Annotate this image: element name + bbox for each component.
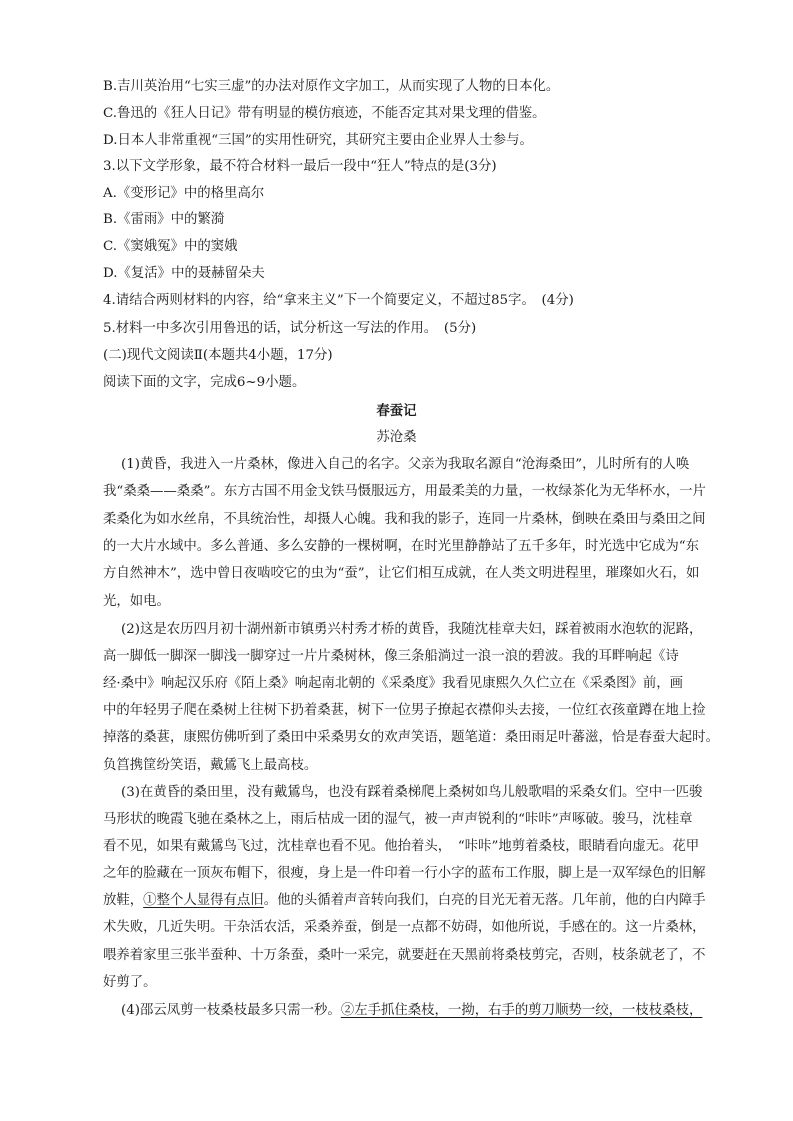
paragraph-line: (1)黄昏，我进入一片桑林，像进入自己的名字。父亲为我取名源自“沧海桑田”，儿时所有的人唤	[121, 457, 690, 472]
paragraph-line	[121, 1001, 721, 1021]
paragraph-line: 术失败，几近失明。干杂活农活，采桑养蚕，倒是一点都不妨碍，如他所说，手感在的。这一片桑林，	[103, 920, 706, 935]
question-4: 4.请结合两则材料的内容，给“拿来主义”下一个简要定义，不超过85字。 (4分)	[103, 293, 574, 308]
underlined-sentence-1: ①整个人显得有点旧	[143, 893, 264, 908]
option-d: D.日本人非常重视“三国”的实用性研究，其研究主要由企业界人士参与。	[103, 133, 533, 148]
paragraph-line: 的一大片水域中。多么普通、多么安静的一棵树啊，在时光里静静站了五千多年，时光选中它成为“东	[103, 539, 700, 554]
paragraph-line: (2)这是农历四月初十湖州新市镇勇兴村秀才桥的黄昏，我随沈桂章夫妇，踩着被雨水泡软的泥路，	[121, 622, 703, 637]
paragraph-line: 光，如电。	[103, 594, 170, 609]
option-b: B.吉川英治用“七实三虚”的办法对原作文字加工，从而实现了人物的日本化。	[103, 79, 560, 94]
underlined-sentence-2: ②左手抓住桑枝，一拗，右手的剪刀顺势一绞，一枝枝桑枝，	[340, 1003, 703, 1018]
paragraph-line	[103, 891, 706, 911]
paragraph-line: 我“桑桑——桑桑”。东方古国不用金戈铁马慑服远方，用最柔美的力量，一枚绿茶化为无华杯水，一片	[103, 484, 706, 499]
paragraph-line: 柔桑化为如水丝帛，不具统治性，却摄人心魄。我和我的影子，连同一片桑林，倒映在桑田与桑田之间	[103, 512, 706, 527]
question-3-option-d: D.《复活》中的聂赫留朵夫	[103, 266, 265, 281]
paragraph-line: 负筥携筐纷笑语，戴鵀飞上最高枝。	[103, 758, 318, 773]
question-3: 3.以下文学形象，最不符合材料一最后一段中“狂人”特点的是(3分)	[103, 159, 497, 174]
question-3-option-a: A.《变形记》中的格里高尔	[103, 186, 265, 201]
question-3-option-b: B.《雷雨》中的繁漪	[103, 212, 225, 227]
paragraph-line: (3)在黄昏的桑田里，没有戴鵀鸟，也没有踩着桑梯爬上桑树如鸟儿般歌唱的采桑女们。空中一匹骏	[121, 785, 703, 800]
paragraph-line: 经·桑中》响起汉乐府《陌上桑》响起南北朝的《采桑度》我看见康熙久久伫立在《采桑图》前，画	[103, 676, 684, 691]
text-run: (4)邵云凤剪一枝桑枝最多只需一秒。	[121, 1003, 341, 1018]
paragraph-line: 掉落的桑葚，康熙仿佛听到了桑田中采桑男女的欢声笑语，题笔道：桑田雨足叶蕃滋，恰是春蚕大起时。	[103, 730, 719, 745]
paragraph-line: 喂养着家里三张半蚕种、十万条蚕，桑叶一采完，就要赶在天黑前将桑枝剪完，否则，枝条就老了，不	[103, 948, 706, 963]
paragraph-line: 看不见，如果有戴鵀鸟飞过，沈桂章也看不见。他抬着头， “咔咔”地剪着桑枝，眼睛看向虚无。花甲	[103, 839, 700, 854]
article-author: 苏沧桑	[376, 430, 417, 445]
paragraph-line: 之年的脸藏在一顶灰布帽下，很瘦，身上是一件印着一行小字的蓝布工作服，脚上是一双军绿色的旧解	[103, 866, 706, 881]
option-c: C.鲁迅的《狂人日记》带有明显的模仿痕迹，不能否定其对果戈理的借鉴。	[103, 106, 546, 121]
section-instruction: 阅读下面的文字，完成6~9小题。	[103, 375, 306, 390]
paragraph-line: 好剪了。	[103, 975, 157, 990]
paragraph-line: 马形状的晚霞飞驰在桑林之上，雨后枯成一团的湿气，被一声声锐利的“咔咔”声啄破。骏马，沈桂章	[103, 812, 693, 827]
article-title: 春蚕记	[376, 403, 417, 419]
paragraph-line: 方自然神木”，选中曾日夜啮咬它的虫为“蚕”，让它们相互成就，在人类文明进程里，璀璨如火石，如	[103, 566, 700, 581]
section-heading: (二)现代文阅读Ⅱ(本题共4小题，17分)	[103, 348, 333, 363]
paragraph-line: 中的年轻男子爬在桑树上往树下扔着桑葚，树下一位男子撩起衣襟仰头去接，一位红衣孩童蹲在地上捡	[103, 703, 706, 718]
text-run: 放鞋，	[103, 893, 144, 908]
paragraph-line: 高一脚低一脚深一脚浅一脚穿过一片片桑树林，像三条船淌过一浪一浪的碧波。我的耳畔响起《诗	[103, 649, 679, 664]
question-5: 5.材料一中多次引用鲁迅的话，试分析这一写法的作用。 (5分)	[103, 321, 477, 336]
question-3-option-c: C.《窦娥冤》中的窦娥	[103, 239, 238, 254]
text-run: 。他的头循着声音转向我们，白亮的目光无着无落。几年前，他的白内障手	[263, 893, 706, 908]
